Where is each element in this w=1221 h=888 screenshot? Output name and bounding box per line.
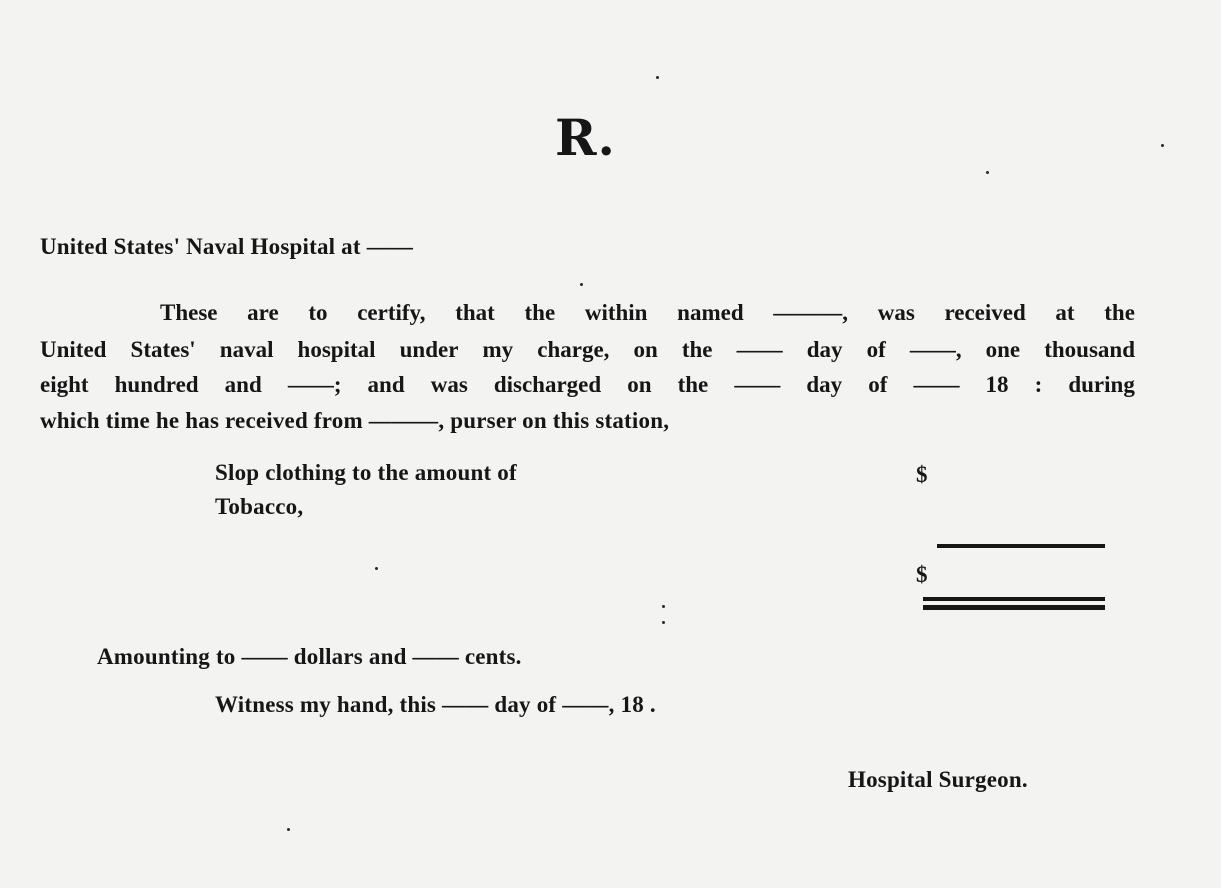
word: the [1104,300,1135,325]
word: one [985,337,1021,362]
word: on [627,372,652,397]
word: hospital [297,337,376,362]
word: discharged [493,372,602,397]
word: of [866,337,886,362]
witness-line: Witness my hand, this —— day of ——, 18 . [215,692,656,717]
print-speck [1161,144,1164,147]
year-prefix: 18 [985,372,1009,397]
amounting-line: Amounting to —— dollars and —— cents. [97,644,522,669]
certify-line-2 [40,335,1135,365]
print-speck [662,605,665,608]
word: certify, [357,300,426,325]
word: was [877,300,915,325]
word: on [633,337,658,362]
print-speck [580,283,583,286]
blank: —— [734,372,781,397]
word: and [224,372,262,397]
word: eight [40,372,89,397]
subtotal-rule [937,544,1105,548]
section-heading: R. [555,108,616,167]
word: that [455,300,495,325]
word: my [482,337,514,362]
word: under [399,337,459,362]
total-rule-bottom [923,605,1105,610]
word: naval [219,337,274,362]
word: at [1055,300,1075,325]
word: United [40,337,107,362]
certify-line-3 [40,370,1135,400]
print-speck [656,76,659,79]
print-speck [375,567,378,570]
signature-title: Hospital Surgeon. [848,767,1028,792]
word: charge, [537,337,610,362]
word: day [806,337,843,362]
word: within [584,300,648,325]
blank: —— [736,337,783,362]
print-speck [662,621,665,624]
print-speck [287,828,290,831]
word: to [308,300,328,325]
word: hundred [114,372,199,397]
total-currency-sign: $ [916,562,928,587]
word: the [524,300,556,325]
slop-currency-sign: $ [916,462,928,487]
blank: ——; [287,372,342,397]
blank: ———, [773,300,849,325]
word: thousand [1044,337,1135,362]
word: are [247,300,279,325]
total-rule-top [923,597,1105,601]
tobacco-label: Tobacco, [215,494,304,519]
word: during [1068,372,1135,397]
word: States' [130,337,196,362]
word: the [677,372,709,397]
blank: —— [913,372,960,397]
slop-clothing-label: Slop clothing to the amount of [215,460,517,485]
certify-line-1 [160,298,1135,328]
word: day [806,372,843,397]
print-speck [986,171,989,174]
blank: ——, [909,337,962,362]
word: the [681,337,713,362]
word: : [1034,372,1043,397]
certify-line-4: which time he has received from ———, purser on this station, [40,408,670,433]
word: received [944,300,1026,325]
word: of [868,372,888,397]
word: and [367,372,405,397]
hospital-line: United States' Naval Hospital at —— [40,234,414,259]
word: named [677,300,744,325]
word: was [430,372,468,397]
word: These [160,300,218,325]
